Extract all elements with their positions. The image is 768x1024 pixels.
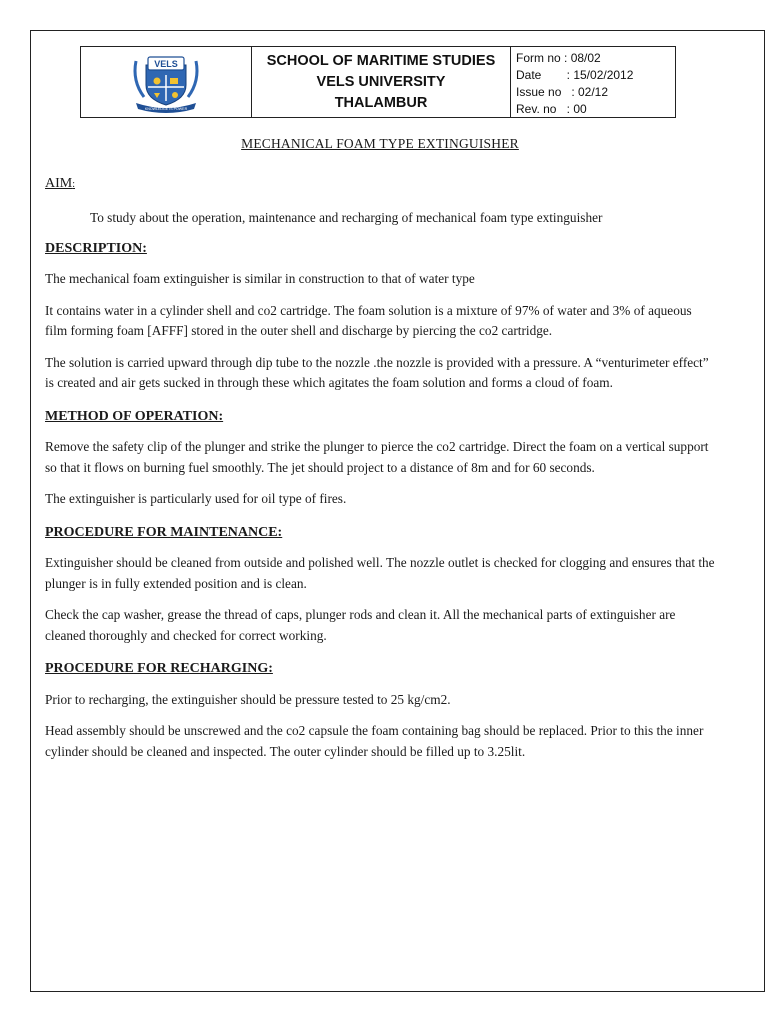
issue-label: Issue no	[516, 85, 562, 99]
logo-cell	[81, 47, 252, 117]
title-line-university: VELS UNIVERSITY	[316, 73, 446, 90]
form-no-value: 08/02	[567, 51, 601, 65]
form-info	[511, 47, 675, 117]
maintenance-paragraph: Extinguisher should be cleaned from outside and polished well. The nozzle outlet is checked for clogging and ensures that the plunger is in fully extended position and is clean.	[45, 555, 715, 591]
logo-top-text: VELS	[154, 59, 178, 69]
maintenance-paragraph: Check the cap washer, grease the thread of caps, plunger rods and clean it. All the mechanical parts of extinguisher are cleaned thoroughly and checked for correct working.	[45, 607, 676, 643]
rev-label: Rev. no	[516, 102, 557, 116]
institution-title	[252, 47, 511, 117]
title-line-location: THALAMBUR	[334, 94, 428, 111]
title-line-school: SCHOOL OF MARITIME STUDIES	[266, 52, 496, 69]
document-body	[45, 134, 715, 773]
rev-value: : 00	[560, 102, 587, 116]
recharging-paragraph: Head assembly should be unscrewed and the co2 capsule the foam containing bag should be replaced. Prior to this the inner cylinder should be cleaned and inspected. The outer cylinder should be filled up to 3.25lit.	[45, 723, 704, 759]
operation-paragraph: The extinguisher is particularly used for oil type of fires.	[45, 491, 347, 506]
aim-heading-text: AIM	[45, 175, 73, 191]
date-label: Date	[516, 68, 542, 82]
aim-heading	[45, 174, 715, 196]
recharging-heading: PROCEDURE FOR RECHARGING:	[45, 661, 273, 676]
aim-text: To study about the operation, maintenance and recharging of mechanical foam type extinguisher	[90, 210, 603, 225]
description-paragraph: The mechanical foam extinguisher is similar in construction to that of water type	[45, 271, 475, 286]
form-no-label: Form no :	[516, 51, 568, 65]
aim-colon: :	[72, 178, 76, 190]
description-paragraph: The solution is carried upward through dip tube to the nozzle .the nozzle is provided with a pressure. A “venturimeter effect” is created and air gets sucked in through these which agitates the foam solution and forms a cloud of foam.	[45, 354, 709, 390]
issue-value: : 02/12	[568, 85, 609, 99]
date-value: : 15/02/2012	[560, 68, 634, 82]
document-title: MECHANICAL FOAM TYPE EXTINGUISHER	[241, 136, 519, 151]
logo-banner-text: KNOWLEDGE IS POWER	[144, 107, 188, 111]
operation-heading: METHOD OF OPERATION:	[45, 408, 224, 424]
description-paragraph: It contains water in a cylinder shell and co2 cartridge. The foam solution is a mixture of 97% of water and 3% of aqueous film forming foam [AFFF] stored in the outer shell and discharge by piercing the co2 cartridge.	[45, 302, 692, 338]
document-header	[80, 46, 676, 118]
vels-university-crest-icon	[130, 51, 202, 113]
operation-paragraph: Remove the safety clip of the plunger and strike the plunger to pierce the co2 cartridge. Direct the foam on a vertical support so that it flows on burning fuel smoothly. The jet should project to a distance of 8m and for 60 seconds.	[45, 439, 709, 475]
issue-row	[516, 84, 675, 101]
maintenance-heading: PROCEDURE FOR MAINTENANCE:	[45, 524, 283, 540]
recharging-paragraph: Prior to recharging, the extinguisher should be pressure tested to 25 kg/cm2.	[45, 691, 451, 707]
date-row	[516, 67, 675, 84]
form-no-row	[516, 50, 675, 67]
description-heading: DESCRIPTION:	[45, 240, 147, 256]
rev-row	[516, 101, 675, 118]
